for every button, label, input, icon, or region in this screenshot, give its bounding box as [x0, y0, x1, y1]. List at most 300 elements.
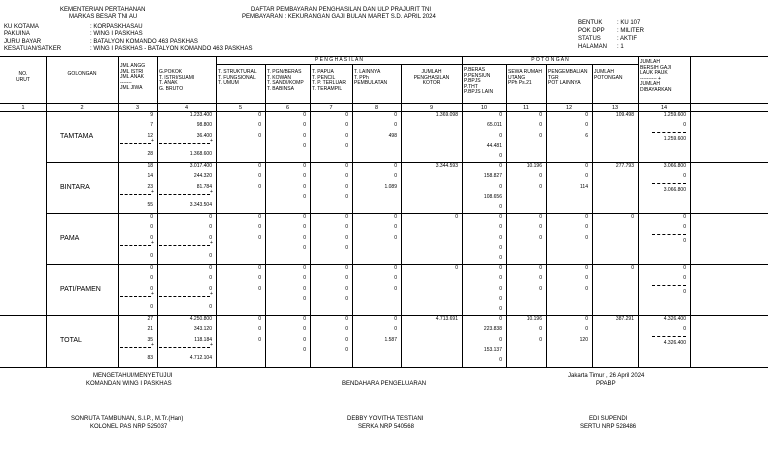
- header-line: -------: [120, 79, 132, 86]
- column-number: 14: [660, 105, 668, 111]
- right-label-status: STATUS: [578, 36, 601, 42]
- sewa-value: 0: [539, 275, 542, 282]
- lainnya-value: 0: [394, 163, 397, 169]
- pberas-value: 0: [499, 316, 502, 322]
- signer-left-name: SONRUTA TAMBUNAN, S.I.P., M.Tr.(Han): [71, 416, 184, 422]
- kotor-value: 1.369.098: [435, 112, 458, 118]
- header-line: POT LAINNYA: [548, 80, 581, 87]
- gbruto-value: 0: [209, 253, 212, 260]
- kembali-value: 120: [579, 336, 588, 343]
- pgn-value: 0: [303, 275, 306, 282]
- pberas-value: 0: [499, 336, 502, 343]
- kembali-value: 0: [585, 234, 588, 241]
- dibayarkan-value: 0: [683, 289, 686, 296]
- header-line: KOTOR: [422, 80, 441, 87]
- header-jumlahpot: [594, 70, 636, 81]
- gpokok-value: 36.400: [196, 132, 212, 139]
- jml-total: 83: [147, 355, 153, 362]
- header-pgnberas: [267, 70, 308, 92]
- header-line: T. UMUM: [218, 80, 239, 87]
- header-line: GOLONGAN: [67, 71, 97, 77]
- pgn-value: 0: [303, 194, 306, 201]
- struktural-value: 0: [258, 234, 261, 241]
- struktural-value: 0: [258, 275, 261, 282]
- struktural-value: 0: [258, 112, 261, 118]
- jml-sum-line: [120, 296, 151, 297]
- header-line: JUMLAH: [640, 59, 661, 65]
- jml-sum-line: [120, 143, 151, 144]
- kembali-value: 0: [585, 265, 588, 271]
- header-bottom-rule: [0, 103, 768, 104]
- right-value-bentuk: : KU 107: [617, 20, 641, 26]
- header-jumlahkotor: [403, 70, 460, 87]
- pberas-value: 108.656: [483, 194, 502, 201]
- header-pberas: [464, 68, 504, 96]
- kembali-value: 0: [585, 275, 588, 282]
- header-line: JUMLAH: [640, 81, 661, 88]
- column-number: 8: [374, 105, 379, 111]
- gpokok-value: 81.784: [196, 183, 212, 190]
- column-number: 9: [429, 105, 434, 111]
- column-number: 11: [523, 105, 529, 111]
- header-line: T. STRUKTURAL: [218, 69, 257, 75]
- header-jml: [120, 64, 155, 92]
- pberas-value: 0: [499, 285, 502, 292]
- row-divider: [46, 162, 768, 163]
- gpokok-value: 0: [209, 265, 212, 271]
- papua-value: 0: [345, 245, 348, 252]
- jml-total: 0: [150, 304, 153, 311]
- pberas-value: 0: [499, 204, 502, 211]
- jml-sum-line: [120, 347, 151, 348]
- jml-value: 18: [147, 163, 153, 169]
- jml-value: 21: [147, 326, 153, 333]
- header-line: P.BPJS LAIN: [464, 89, 494, 96]
- lainnya-value: 0: [394, 173, 397, 180]
- gpokok-value: 0: [209, 285, 212, 292]
- right-label-pok: POK DPP: [578, 28, 605, 34]
- papua-value: 0: [345, 214, 348, 220]
- document-title: DAFTAR PEMBAYARAN PENGHASILAN DAN ULP PRAJURIT TNI: [251, 7, 432, 13]
- gpokok-value: 0: [209, 214, 212, 220]
- sewa-value: 10.196: [526, 163, 542, 169]
- column-number: 12: [565, 105, 573, 111]
- pberas-value: 0: [499, 224, 502, 231]
- place-date: Jakarta Timur , 26 April 2024: [568, 373, 645, 379]
- papua-value: 0: [345, 234, 348, 241]
- column-number: 2: [80, 105, 84, 111]
- kotor-value: 3.344.593: [435, 163, 458, 169]
- pberas-value: 0: [499, 265, 502, 271]
- bersih-sum-line: [652, 234, 686, 235]
- header-line: T. LAINNYA: [354, 69, 381, 75]
- header-line: URUT: [16, 76, 30, 83]
- header-no: [2, 72, 44, 83]
- gpokok-sum-line: [159, 296, 210, 297]
- pberas-value: 0: [499, 234, 502, 241]
- pgn-value: 0: [303, 234, 306, 241]
- approval-label: MENGETAHUI/MENYETUJUI: [93, 373, 173, 379]
- gpokok-sum-line: [159, 245, 210, 246]
- pgn-value: 0: [303, 265, 306, 271]
- jml-value: 9: [150, 112, 153, 118]
- gbruto-value: 4.712.104: [189, 355, 212, 362]
- kotor-value: 4.713.691: [435, 316, 458, 322]
- gpokok-value: 0: [209, 224, 212, 231]
- papua-value: 0: [345, 326, 348, 333]
- lainnya-value: 0: [394, 316, 397, 322]
- document-subtitle: PEMBAYARAN : KEKURANGAN GAJI BULAN MARET S.D. APRIL 2024: [242, 14, 436, 20]
- dibayarkan-value: 3.066.800: [663, 187, 686, 194]
- gpokok-value: 4.250.800: [189, 316, 212, 322]
- column-number: 7: [329, 105, 333, 111]
- struktural-value: 0: [258, 224, 261, 231]
- info-value-pakuina: : WING I PASKHAS: [90, 31, 143, 37]
- sewa-value: 0: [539, 224, 542, 231]
- struktural-value: 0: [258, 122, 261, 129]
- papua-value: 0: [345, 122, 348, 129]
- kembali-value: 0: [585, 173, 588, 180]
- sewa-value: 0: [539, 214, 542, 220]
- dibayarkan-value: 4.326.400: [663, 340, 686, 347]
- jml-value: 27: [147, 316, 153, 322]
- bersih-sum-line: [652, 336, 686, 337]
- kembali-value: 0: [585, 326, 588, 333]
- plus-sign: +: [151, 189, 154, 196]
- pberas-value: 0: [499, 245, 502, 252]
- jml-value: 0: [150, 275, 153, 282]
- info-label-kotama: KU KOTAMA: [4, 24, 39, 30]
- column-number: 1: [21, 105, 25, 111]
- sewa-value: 0: [539, 132, 542, 139]
- header-line: T. TERAMPIL: [312, 85, 343, 92]
- pgn-value: 0: [303, 163, 306, 169]
- right-label-halaman: HALAMAN: [578, 44, 608, 50]
- potongan-group-rule: [462, 64, 638, 65]
- sewa-value: 0: [539, 336, 542, 343]
- gbruto-value: 3.343.504: [189, 202, 212, 209]
- header-line: JML ANGG: [120, 63, 146, 69]
- column-number: 13: [611, 105, 619, 111]
- column-number: 10: [480, 105, 488, 111]
- pberas-value: 158.827: [483, 173, 502, 180]
- jml-value: 35: [147, 336, 153, 343]
- struktural-value: 0: [258, 326, 261, 333]
- kembali-value: 0: [585, 112, 588, 118]
- right-label-bentuk: BENTUK: [578, 20, 603, 26]
- header-line: NO.: [18, 71, 28, 77]
- pgn-value: 0: [303, 296, 306, 303]
- header-line: T. ISTRI/SUAMI: [159, 74, 195, 81]
- lainnya-value: 0: [394, 265, 397, 271]
- plus-sign: +: [210, 291, 213, 298]
- header-line: T. KOWAN: [267, 74, 291, 81]
- header-line: JML ANAK: [120, 74, 144, 81]
- papua-value: 0: [345, 143, 348, 150]
- pberas-value: 0: [499, 255, 502, 262]
- info-value-satker: : WING I PASKHAS - BATALYON KOMANDO 463 PASKHAS: [90, 46, 253, 52]
- header-bersih: [640, 60, 688, 94]
- pgn-value: 0: [303, 143, 306, 150]
- pberas-value: 65.011: [487, 122, 502, 129]
- jml-sum-line: [120, 194, 151, 195]
- header-line: JML ISTRI: [120, 68, 144, 75]
- gpokok-value: 244.320: [193, 173, 212, 180]
- kembali-value: 0: [585, 214, 588, 220]
- right-value-status: : AKTIF: [617, 36, 638, 42]
- right-value-pok: : MILITER: [617, 28, 645, 34]
- column-divider: [690, 56, 691, 367]
- sewa-value: 0: [539, 326, 542, 333]
- header-line: P.BPJS: [464, 78, 481, 85]
- laukpauk-value: 0: [683, 224, 686, 231]
- gpokok-sum-line: [159, 143, 210, 144]
- jml-value: 0: [150, 224, 153, 231]
- pgn-value: 0: [303, 336, 306, 343]
- sewa-value: 0: [539, 265, 542, 271]
- colnum-bottom-rule: [0, 111, 768, 112]
- lainnya-value: 0: [394, 285, 397, 292]
- header-pengembalian: [548, 70, 590, 87]
- golongan-name: PATI/PAMEN: [60, 286, 101, 293]
- sewa-value: 0: [539, 122, 542, 129]
- header-golongan: [48, 72, 116, 78]
- column-number: 6: [285, 105, 290, 111]
- struktural-value: 0: [258, 132, 261, 139]
- plus-sign: +: [210, 189, 213, 196]
- gpokok-value: 118.184: [194, 336, 212, 343]
- pgn-value: 0: [303, 326, 306, 333]
- jml-value: 0: [150, 285, 153, 292]
- plus-sign: +: [151, 240, 154, 247]
- info-value-juru-bayar: : BATALYON KOMANDO 463 PASKHAS: [90, 39, 198, 45]
- lainnya-value: 0: [394, 234, 397, 241]
- jml-value: 7: [150, 122, 153, 129]
- bersih-value: 3.066.800: [663, 163, 686, 169]
- plus-sign: +: [210, 138, 213, 145]
- pberas-value: 0: [499, 296, 502, 303]
- papua-value: 0: [345, 163, 348, 169]
- sewa-value: 0: [539, 112, 542, 118]
- golongan-name: TOTAL: [60, 337, 82, 344]
- papua-value: 0: [345, 132, 348, 139]
- pberas-value: 0: [499, 275, 502, 282]
- column-number: 5: [238, 105, 243, 111]
- header-papua: [312, 70, 350, 92]
- commander-title: KOMANDAN WING I PASKHAS: [86, 381, 172, 387]
- kembali-value: 0: [585, 224, 588, 231]
- plus-sign: +: [151, 342, 154, 349]
- pgn-value: 0: [303, 285, 306, 292]
- header-line: T. PGN/BERAS: [267, 69, 302, 75]
- header-line: JML JIWA: [120, 85, 143, 92]
- gpokok-value: 343.120: [193, 326, 212, 333]
- lainnya-value: 1.587: [384, 336, 397, 343]
- header-line: T. ANAK: [159, 80, 178, 87]
- kotor-value: 0: [455, 265, 458, 271]
- kembali-value: 0: [585, 316, 588, 322]
- potongan-group-label: P O T O N G A N: [531, 57, 569, 63]
- header-line: JUMLAH: [594, 69, 615, 75]
- papua-value: 0: [345, 224, 348, 231]
- laukpauk-value: 0: [683, 122, 686, 129]
- gpokok-value: 0: [209, 275, 212, 282]
- jml-total: 28: [147, 151, 153, 158]
- header-line: PEMBULATAN: [354, 80, 388, 87]
- jml-value: 0: [150, 214, 153, 220]
- laukpauk-value: 0: [683, 173, 686, 180]
- pberas-value: 0: [499, 214, 502, 220]
- ppabp-title: PPABP: [596, 381, 616, 387]
- jmlpot-value: 109.498: [615, 112, 634, 118]
- jml-value: 0: [150, 265, 153, 271]
- header-line: G. BRUTO: [159, 85, 184, 92]
- struktural-value: 0: [258, 285, 261, 292]
- papua-value: 0: [345, 336, 348, 343]
- papua-value: 0: [345, 275, 348, 282]
- header-line: T. SANDI/KOMP: [267, 80, 304, 87]
- gbruto-value: 1.368.600: [189, 151, 212, 158]
- pberas-value: 153.137: [483, 347, 502, 354]
- signer-right-rank: SERTU NRP 528486: [580, 424, 637, 430]
- papua-value: 0: [345, 347, 348, 354]
- papua-value: 0: [345, 183, 348, 190]
- header-line: PPh Ps.21: [508, 80, 532, 87]
- papua-value: 0: [345, 316, 348, 322]
- plus-sign: +: [210, 342, 213, 349]
- gpokok-value: 98.800: [196, 122, 212, 129]
- sewa-value: 0: [539, 285, 542, 292]
- kembali-value: 0: [585, 285, 588, 292]
- kotor-value: 0: [455, 214, 458, 220]
- jmlpot-value: 277.793: [615, 163, 634, 169]
- sewa-value: 0: [539, 173, 542, 180]
- gpokok-sum-line: [159, 194, 210, 195]
- header-line: T. PENCIL: [312, 74, 336, 81]
- golongan-name: BINTARA: [60, 184, 90, 191]
- gpokok-sum-line: [159, 347, 210, 348]
- signer-mid-rank: SERKA NRP 540568: [358, 424, 414, 430]
- gpokok-value: 0: [209, 234, 212, 241]
- pgn-value: 0: [303, 214, 306, 220]
- pgn-value: 0: [303, 245, 306, 252]
- header-sewa: [508, 70, 544, 87]
- bersih-value: 4.326.400: [663, 316, 686, 322]
- lainnya-value: 0: [394, 326, 397, 333]
- pberas-value: 0: [499, 132, 502, 139]
- pberas-value: 0: [499, 183, 502, 190]
- bersih-sum-line: [652, 285, 686, 286]
- penghasilan-group-label: P E N G H A S I L A N: [314, 57, 364, 63]
- lainnya-value: 0: [394, 112, 397, 118]
- pberas-value: 0: [499, 112, 502, 118]
- papua-value: 0: [345, 265, 348, 271]
- signer-mid-name: DEBBY YOVITHA TESTIANI: [347, 416, 424, 422]
- lainnya-value: 0: [394, 275, 397, 282]
- header-line: G.POKOK: [159, 69, 183, 75]
- header-line: T. FUNGSIONAL: [218, 74, 256, 81]
- pberas-value: 44.481: [486, 143, 502, 150]
- jml-value: 23: [147, 183, 153, 190]
- column-number: 3: [135, 105, 140, 111]
- header-line: T. PAPUA: [312, 69, 334, 75]
- laukpauk-value: 0: [683, 326, 686, 333]
- pgn-value: 0: [303, 132, 306, 139]
- papua-value: 0: [345, 285, 348, 292]
- pgn-value: 0: [303, 122, 306, 129]
- jml-total: 55: [147, 202, 153, 209]
- pberas-value: 0: [499, 357, 502, 364]
- struktural-value: 0: [258, 183, 261, 190]
- plus-sign: +: [210, 240, 213, 247]
- header-line: ---------- +: [640, 75, 661, 82]
- header-line: DIBAYARKAN: [640, 86, 672, 93]
- lainnya-value: 0: [394, 224, 397, 231]
- table-bottom-rule: [0, 367, 768, 368]
- plus-sign: +: [151, 138, 154, 145]
- kembali-value: 6: [585, 132, 588, 139]
- gpokok-value: 3.017.400: [189, 163, 212, 169]
- header-struktural: [218, 70, 263, 87]
- column-divider: [46, 56, 47, 367]
- plus-sign: +: [151, 291, 154, 298]
- kembali-value: 0: [585, 163, 588, 169]
- info-value-kotama: : KORPASKHASAU: [90, 24, 143, 30]
- pgn-value: 0: [303, 224, 306, 231]
- header-line: TGR: [548, 74, 559, 81]
- golongan-name: PAMA: [60, 235, 80, 242]
- pgn-value: 0: [303, 112, 306, 118]
- pgn-value: 0: [303, 347, 306, 354]
- lainnya-value: 0: [394, 214, 397, 220]
- struktural-value: 0: [258, 163, 261, 169]
- gpokok-value: 1.233.400: [189, 112, 212, 118]
- jml-value: 12: [147, 132, 153, 139]
- header-line: T. P. TERLUAR: [312, 80, 346, 87]
- ministry-name: KEMENTERIAN PERTAHANAN: [60, 7, 146, 13]
- pberas-value: 0: [499, 153, 502, 160]
- header-line: POTONGAN: [594, 74, 623, 81]
- header-line: SEWA RUMAH: [508, 69, 542, 75]
- header-lainnya: [354, 70, 399, 87]
- papua-value: 0: [345, 173, 348, 180]
- row-divider: [46, 264, 768, 265]
- pgn-value: 0: [303, 183, 306, 190]
- header-line: P.BERAS: [464, 67, 486, 73]
- header-line: UTANG: [508, 74, 526, 81]
- sewa-value: 0: [539, 234, 542, 241]
- lainnya-value: 498: [388, 132, 397, 139]
- total-divider: [0, 315, 768, 316]
- dibayarkan-value: 1.259.600: [663, 136, 686, 143]
- struktural-value: 0: [258, 336, 261, 343]
- pgn-value: 0: [303, 173, 306, 180]
- bersih-sum-line: [652, 183, 686, 184]
- header-line: LAUK PAUK: [640, 70, 668, 77]
- jml-value: 0: [150, 234, 153, 241]
- kembali-value: 0: [585, 122, 588, 129]
- jml-total: 0: [150, 253, 153, 260]
- kembali-value: 114: [580, 183, 588, 190]
- jml-sum-line: [120, 245, 151, 246]
- hq-name: MARKAS BESAR TNI AU: [69, 14, 138, 20]
- penghasilan-group-rule: [216, 64, 462, 65]
- lainnya-value: 0: [394, 122, 397, 129]
- jmlpot-value: 0: [631, 214, 634, 220]
- jml-value: 14: [147, 173, 153, 180]
- header-line: T. PPh: [354, 74, 369, 81]
- sewa-value: 0: [539, 183, 542, 190]
